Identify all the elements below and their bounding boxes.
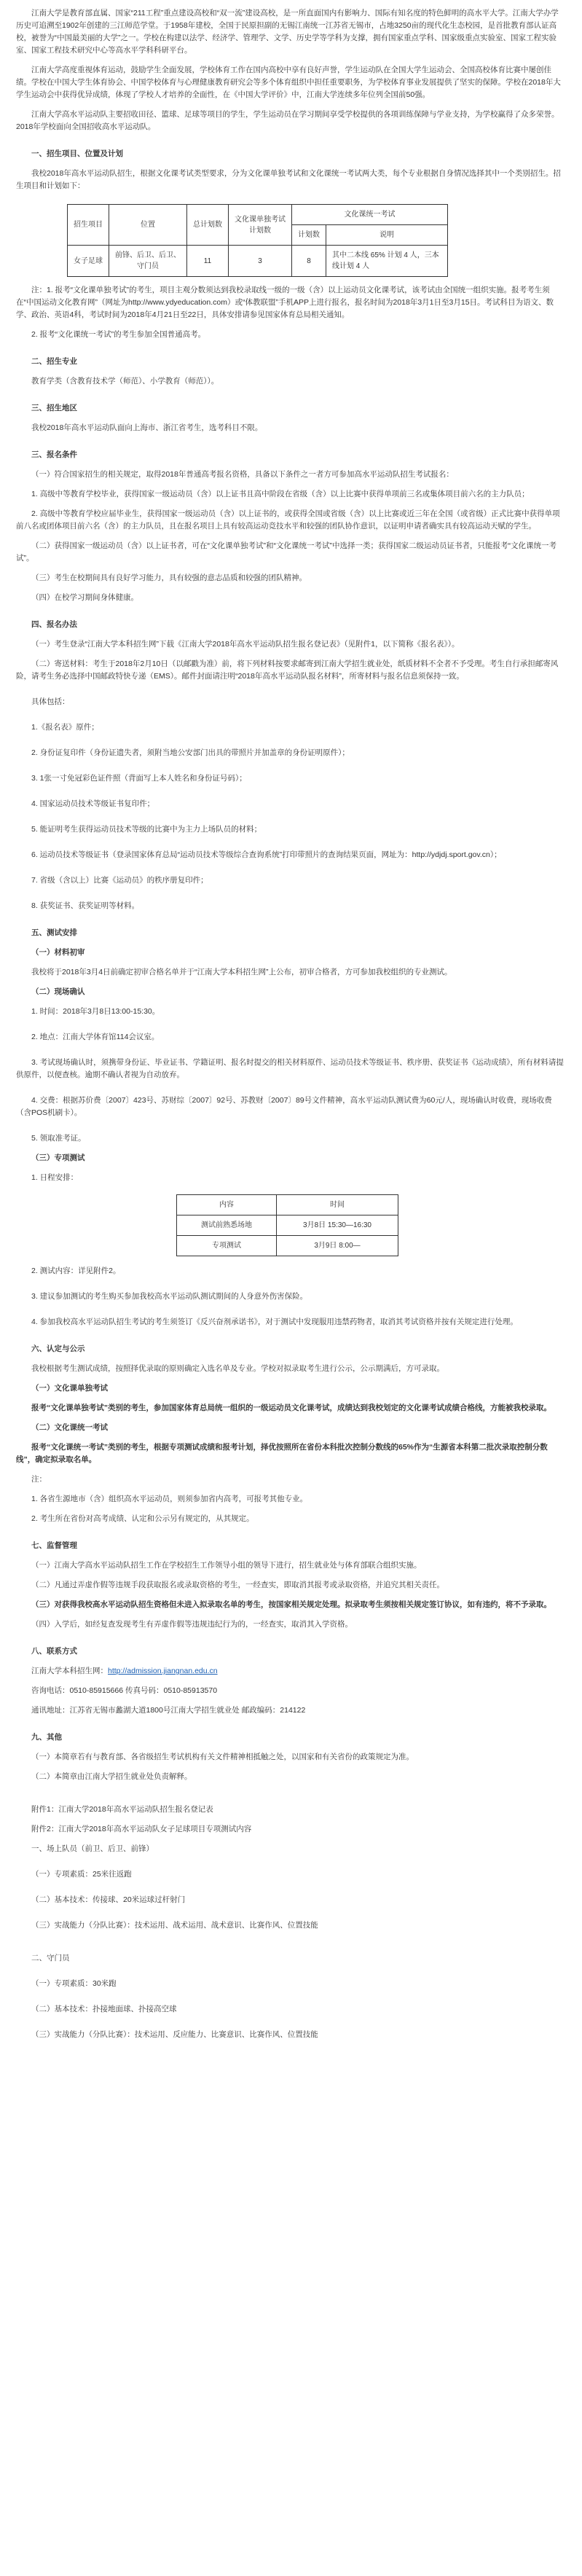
- schedule-table: [176, 1194, 398, 1256]
- table-row: [177, 1236, 398, 1256]
- note-label: 注：: [31, 1475, 47, 1484]
- table-header: 文化课统一考试: [292, 205, 448, 225]
- section-heading: 八、联系方式: [31, 1647, 77, 1656]
- table-cell: 3月8日 15:30—16:30: [277, 1215, 398, 1236]
- paragraph: 具体包括：: [31, 697, 70, 706]
- list-item: 2. 测试内容：详见附件2。: [31, 1267, 121, 1275]
- paragraph: （一）本简章若有与教育部、各省级招生考试机构有关文件精神相抵触之处，以国家和有关省份的政策规定为准。: [31, 1753, 414, 1761]
- contact-line: 咨询电话：0510-85915666 传真号码：0510-85913570: [31, 1686, 218, 1695]
- table-cell: 测试前熟悉场地: [177, 1215, 277, 1236]
- table-cell: 11: [187, 246, 229, 277]
- list-item: 4. 国家运动员技术等级证书复印件；: [31, 799, 155, 808]
- subsection-heading: （二）文化课统一考试: [31, 1423, 108, 1432]
- list-item: 3. 考试现场确认时，须携带身份证、毕业证书、学籍证明、报名时提交的相关材料原件、运动员技术等级证书、秩序册、获奖证书《运动成绩》，所有材料请提供原件，以便查核。逾期不确认者视为自动放弃。: [16, 1058, 564, 1079]
- paragraph: （三）对获得我校高水平运动队招生资格但未进入拟录取名单的考生，按国家相关规定处理。拟录取考生须按相关规定签订协议，如有违约，将不予录取。: [31, 1600, 551, 1609]
- paragraph: （四）在校学习期间身体健康。: [31, 593, 138, 602]
- attachment-title: 附件1：江南大学2018年高水平运动队招生报名登记表: [31, 1805, 213, 1814]
- table-header: 总计划数: [187, 205, 229, 246]
- section-contact: [16, 1645, 566, 1717]
- list-item: 2. 考生所在省份对高考成绩、认定和公示另有规定的，从其规定。: [31, 1514, 254, 1523]
- list-item: （一）专项素质：25米往返跑: [31, 1870, 132, 1879]
- list-item: （二）基本技术：传接球、20米运球过杆射门: [31, 1895, 186, 1904]
- list-item: （二）基本技术：扑接地面球、扑接高空球: [31, 2005, 177, 2013]
- list-item: 5. 能证明考生获得运动员技术等级的比赛中为主力上场队员的材料；: [31, 825, 262, 834]
- list-item: （一）专项素质：30米跑: [31, 1979, 117, 1988]
- contact-label: 江南大学本科招生网：: [31, 1667, 108, 1675]
- section-heading: 七、监督管理: [31, 1541, 77, 1550]
- plan-table: [67, 204, 448, 277]
- table-header: 文化课单独考试计划数: [229, 205, 292, 246]
- paragraph: （二）本简章由江南大学招生就业处负责解释。: [31, 1772, 192, 1781]
- subsection-heading: （二）现场确认: [31, 987, 85, 996]
- section-recognition: [16, 1343, 566, 1525]
- group-heading: 二、守门员: [31, 1954, 70, 1962]
- subsection-heading: （一）材料初审: [31, 948, 85, 957]
- list-item: （三）实战能力（分队比赛）：技术运用、战术运用、战术意识、比赛作风、位置技能: [31, 1921, 318, 1930]
- table-cell: 女子足球: [68, 246, 109, 277]
- table-cell: 8: [292, 246, 326, 277]
- paragraph: （一）符合国家招生的相关规定，取得2018年普通高考报名资格，具备以下条件之一者方可参加高水平运动队招生考试报名：: [31, 470, 454, 479]
- group-heading: 一、场上队员（前卫、后卫、前锋）: [31, 1844, 154, 1853]
- section-conditions: [16, 449, 566, 604]
- table-cell: 3月9日 8:00—: [277, 1236, 398, 1256]
- table-header: 位置: [109, 205, 187, 246]
- section-heading: 三、招生地区: [31, 404, 77, 412]
- table-row: [68, 246, 448, 277]
- list-item: 2. 地点：江南大学体育馆114会议室。: [31, 1033, 160, 1041]
- paragraph: （二）获得国家一级运动员（含）以上证书者，可在“文化课单独考试”和“文化课统一考试”中选择一类；获得国家二级运动员证书者，只能报考“文化课统一考试”。: [16, 541, 557, 563]
- list-item: （三）实战能力（分队比赛）：技术运用、反应能力、比赛意识、比赛作风、位置技能: [31, 2030, 318, 2039]
- section-heading: 二、招生专业: [31, 357, 77, 366]
- paragraph: （四）入学后，如经复查发现考生有弄虚作假等违规违纪行为的，一经查实，取消其入学资格。: [31, 1620, 353, 1629]
- subsection-heading: （三）专项测试: [31, 1154, 85, 1162]
- section-major: [16, 356, 566, 434]
- paragraph: 1. 日程安排：: [31, 1173, 79, 1182]
- list-item: 7. 省级（含以上）比赛《运动员》的秩序册复印件；: [31, 876, 208, 885]
- contact-line: 通讯地址：江苏省无锡市蠡湖大道1800号江南大学招生就业处 邮政编码：214122: [31, 1706, 306, 1715]
- intro-paragraph: 江南大学是教育部直属、国家“211工程”重点建设高校和“双一流”建设高校，是一所直面国内有影响力、国际有知名度的特色鲜明的高水平大学。江南大学办学历史可追溯至1902年创建的三江师范学堂。于1958年建校，全国于民原担副的无锡江南统一江苏省无锡市，占地3250亩的现代化生态校园，是首批教育部认证高校，被誉为“中国最美丽的大学”之一。学校在构建以法学、经济学、管理学、文学、历史学等学科为支撑，拥有国家重点学科、国家级重点实验室、国家工程实验室、国家工程技术研究中心等高水平学科科研平台。: [16, 9, 559, 55]
- paragraph: （一）考生登录“江南大学本科招生网”下载《江南大学2018年高水平运动队招生报名登记表》（见附件1，以下简称《报名表》）。: [31, 640, 460, 649]
- section-heading: 一、招生项目、位置及计划: [31, 149, 123, 158]
- table-cell: 其中二本线 65% 计划 4 人，三本线计划 4 人: [326, 246, 448, 277]
- list-item: 2. 身份证复印件（身份证遗失者，须附当地公安部门出具的带照片并加盖章的身份证明原件）；: [31, 748, 350, 757]
- intro-section: [16, 7, 566, 133]
- paragraph: （二）凡通过弄虚作假等违规手段获取报名或录取资格的考生，一经查实，即取消其报考或录取资格，并追究其相关责任。: [31, 1581, 444, 1589]
- list-item: 1. 时间：2018年3月8日13:00-15:30。: [31, 1007, 160, 1016]
- paragraph: 我校将于2018年3月4日前确定初审合格名单并于“江南大学本科招生网”上公布，初审合格者，方可参加我校组织的专业测试。: [31, 968, 452, 976]
- paragraph: 教育学类（含教育技术学（师范）、小学教育（师范））。: [31, 377, 219, 385]
- intro-paragraph: 江南大学高度重视体育运动，鼓励学生全面发展，学校体育工作在国内高校中享有良好声誉，学生运动队在全国大学生运动会、全国高校体育比赛中屡创佳绩。学校在中国大学生体育协会、中国学校体育与心理健康教育研究会等多个体育组织中担任重要职务，为学校体育事业发展提供了坚实的保障。学校在2018年大学生运动会中获得优异成绩，体现了学校人才培养的全面性，在《中国大学评价》中，江南大学连续多年位列全国前50强。: [16, 66, 561, 99]
- list-item: 3. 建议参加测试的考生购买参加我校高水平运动队测试期间的人身意外伤害保险。: [31, 1292, 308, 1301]
- list-item: 5. 领取准考证。: [31, 1134, 86, 1143]
- table-row: [177, 1215, 398, 1236]
- section-other: [16, 1731, 566, 1783]
- paragraph: （二）寄送材料：考生于2018年2月10日（以邮戳为准）前，将下列材料按要求邮寄到江南大学招生就业处，纸质材料不全者不予受理。考生自行承担邮寄风险，请考生务必选择中国邮政特快专递（EMS）。邮件封面请注明“2018年高水平运动队报名材料”，所寄材料与报名信息须保持一致。: [16, 659, 559, 681]
- contact-line: [16, 1665, 566, 1677]
- list-item: 6. 运动员技术等级证书（登录国家体育总局“运动员技术等级综合查询系统”打印带照片的查询结果页面，网址为：http://ydjdj.sport.gov.cn）；: [31, 850, 502, 859]
- schedule-table-wrapper: [16, 1191, 566, 1265]
- section-testing: [16, 927, 566, 1328]
- section-attachments: [16, 1804, 566, 2041]
- intro-paragraph: 江南大学高水平运动队主要招收田径、篮球、足球等项目的学生，学生运动员在学习期间享受学校提供的各项训练保障与学业支持，为学校赢得了众多荣誉。2018年学校面向全国招收高水平运动队。: [16, 110, 559, 131]
- table-header: 招生项目: [68, 205, 109, 246]
- table-header: 内容: [177, 1195, 277, 1215]
- paragraph: 1. 高级中等教育学校毕业，获得国家一级运动员（含）以上证书且高中阶段在省级（含）以上比赛中获得单项前三名或集体项目前六名的主力队员；: [31, 490, 530, 498]
- section-heading: 四、报名办法: [31, 620, 77, 629]
- paragraph: 我校根据考生测试成绩，按照择优录取的原则确定入选名单及专业。学校对拟录取考生进行公示，公示期满后，方可录取。: [31, 1364, 444, 1373]
- subsection-heading: （一）文化课单独考试: [31, 1384, 108, 1393]
- list-item: 4. 参加我校高水平运动队招生考试的考生须签订《反兴奋剂承诺书》，对于测试中发现服用违禁药物者，取消其考试资格并按有关规定进行处理。: [31, 1318, 518, 1326]
- table-header: 说明: [326, 225, 448, 246]
- section-supervision: [16, 1540, 566, 1631]
- table-cell: 前锋、后卫、后卫、守门员: [109, 246, 187, 277]
- section-heading: 三、报名条件: [31, 450, 77, 459]
- list-item: 1.《报名表》原件；: [31, 723, 99, 732]
- list-item: 8. 获奖证书、获奖证明等材料。: [31, 901, 140, 910]
- admission-website-link[interactable]: http://admission.jiangnan.edu.cn: [108, 1667, 218, 1675]
- attachment-title: 附件2：江南大学2018年高水平运动队女子足球项目专项测试内容: [31, 1825, 252, 1833]
- section-heading: 六、认定与公示: [31, 1344, 85, 1353]
- section-heading: 九、其他: [31, 1733, 62, 1742]
- section-heading: 五、测试安排: [31, 928, 77, 937]
- paragraph: 我校2018年高水平运动队面向上海市、浙江省考生，选考科目不限。: [31, 423, 263, 432]
- section-application: [16, 619, 566, 912]
- plan-table-wrapper: [16, 200, 566, 284]
- list-item: 1. 各省生源地市（含）组织高水平运动员，则须参加省内高考，可报考其他专业。: [31, 1495, 308, 1503]
- paragraph: 报考“文化课单独考试”类别的考生，参加国家体育总局统一组织的一级运动员文化课考试，成绩达到我校划定的文化课考试成绩合格线，方能被我校录取。: [31, 1404, 551, 1412]
- list-item: 4. 交费：根据苏价费〔2007〕423号、苏财综〔2007〕92号、苏教财〔2007〕89号文件精神，高水平运动队测试费为60元/人，现场确认时收费，现场收费（含POS机刷卡）。: [16, 1096, 552, 1117]
- paragraph: 我校2018年高水平运动队招生，根据文化课考试类型要求，分为文化课单独考试和文化课统一考试两大类，每个专业根据自身情况选择其中一个类别招生。招生项目和计划如下：: [16, 169, 561, 190]
- note: 注：1. 报考“文化课单独考试”的考生，项目主观分数须达到我校录取线一级的一级（含）以上运动员文化课考试，该考试由全国统一组织实施。报考考生须在“中国运动文化教育网”（网址为http://www.ydyeducation.com）或“体教联盟”手机APP上进行报名，报名时间为2018年3月1日至3月15日。考试科目为语文、数学、政治、英语4科，考试时间为2018年4月21日至22日，具体安排请参见国家体育总局相关通知。: [16, 286, 554, 319]
- list-item: 3. 1张一寸免冠彩色证件照（背面写上本人姓名和身份证号码）；: [31, 774, 247, 783]
- table-header: 计划数: [292, 225, 326, 246]
- paragraph: （三）考生在校期间具有良好学习能力，具有较强的意志品质和较强的团队精神。: [31, 573, 307, 582]
- table-cell: 专项测试: [177, 1236, 277, 1256]
- section-plan: [16, 148, 566, 341]
- table-cell: 3: [229, 246, 292, 277]
- paragraph: （一）江南大学高水平运动队招生工作在学校招生工作领导小组的领导下进行，招生就业处与体育部联合组织实施。: [31, 1561, 422, 1570]
- table-header: 时间: [277, 1195, 398, 1215]
- note: 2. 报考“文化课统一考试”的考生参加全国普通高考。: [31, 330, 206, 339]
- paragraph: 2. 高级中等教育学校应届毕业生，获得国家一级运动员（含）以上证书的，或获得全国或省级（含）以上比赛或近三年在全国（或省级）正式比赛中获得单项前八名或团体项目前六名（含）的主力队员，且在报名项目上具有较高运动竞技水平和较强的团队协作意识，以证明申请者确实具有较高运动天赋的学生。: [16, 509, 560, 531]
- paragraph: 报考“文化课统一考试”类别的考生，根据专项测试成绩和报考计划，择优按照所在省份本科批次控制分数线的65%作为“生源省本科第二批次录取控制分数线”，确定拟录取名单。: [16, 1443, 548, 1464]
